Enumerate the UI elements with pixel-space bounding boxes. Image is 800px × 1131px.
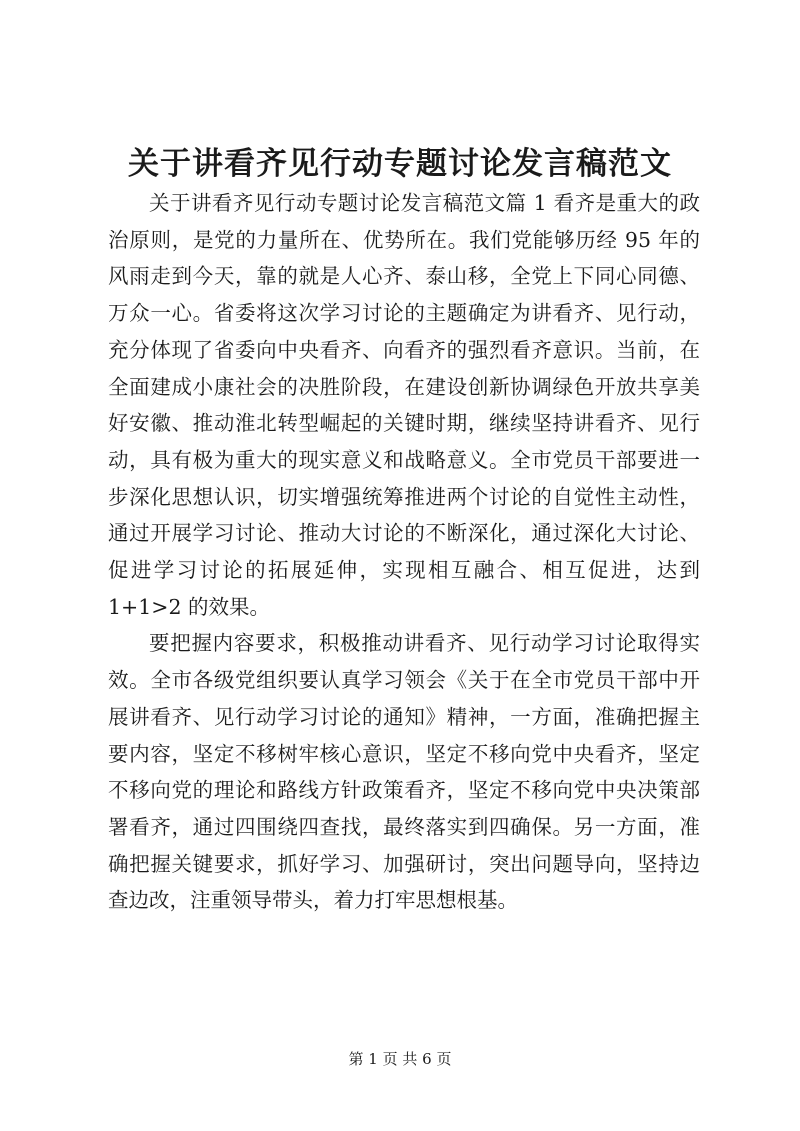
paragraph: 要把握内容要求，积极推动讲看齐、见行动学习讨论取得实效。全市各级党组织要认真学习领会《关于在全市党员干部中开展讲看齐、见行动学习讨论的通知》精神，一方面，准确把握主要内容，坚定不移树牢核心意识，坚定不移向党中央看齐，坚定不移向党的理论和路线方针政策看齐，坚定不移向党中央决策部署看齐，通过四围绕四查找，最终落实到四确保。另一方面，准确把握关键要求，抓好学习、加强研讨，突出问题导向，坚持边查边改，注重领导带头，着力打牢思想根基。	[108, 631, 700, 913]
document-body	[108, 185, 700, 919]
document-title: 关于讲看齐见行动专题讨论发言稿范文	[128, 146, 672, 182]
page-number-footer: 第 1 页 共 6 页	[348, 1050, 452, 1068]
paragraph: 关于讲看齐见行动专题讨论发言稿范文篇 1 看齐是重大的政治原则，是党的力量所在、优势所在。我们党能够历经 95 年的风雨走到今天，靠的就是人心齐、泰山移，全党上下同心同德、万众一心。省委将这次学习讨论的主题确定为讲看齐、见行动，充分体现了省委向中央看齐、向看齐的强烈看齐意识。当前，在全面建成小康社会的决胜阶段，在建设创新协调绿色开放共享美好安徽、推动淮北转型崛起的关键时期，继续坚持讲看齐、见行动，具有极为重大的现实意义和战略意义。全市党员干部要进一步深化思想认识，切实增强统筹推进两个讨论的自觉性主动性，通过开展学习讨论、推动大讨论的不断深化，通过深化大讨论、促进学习讨论的拓展延伸，实现相互融合、相互促进，达到 1+1>2 的效果。	[108, 191, 700, 619]
